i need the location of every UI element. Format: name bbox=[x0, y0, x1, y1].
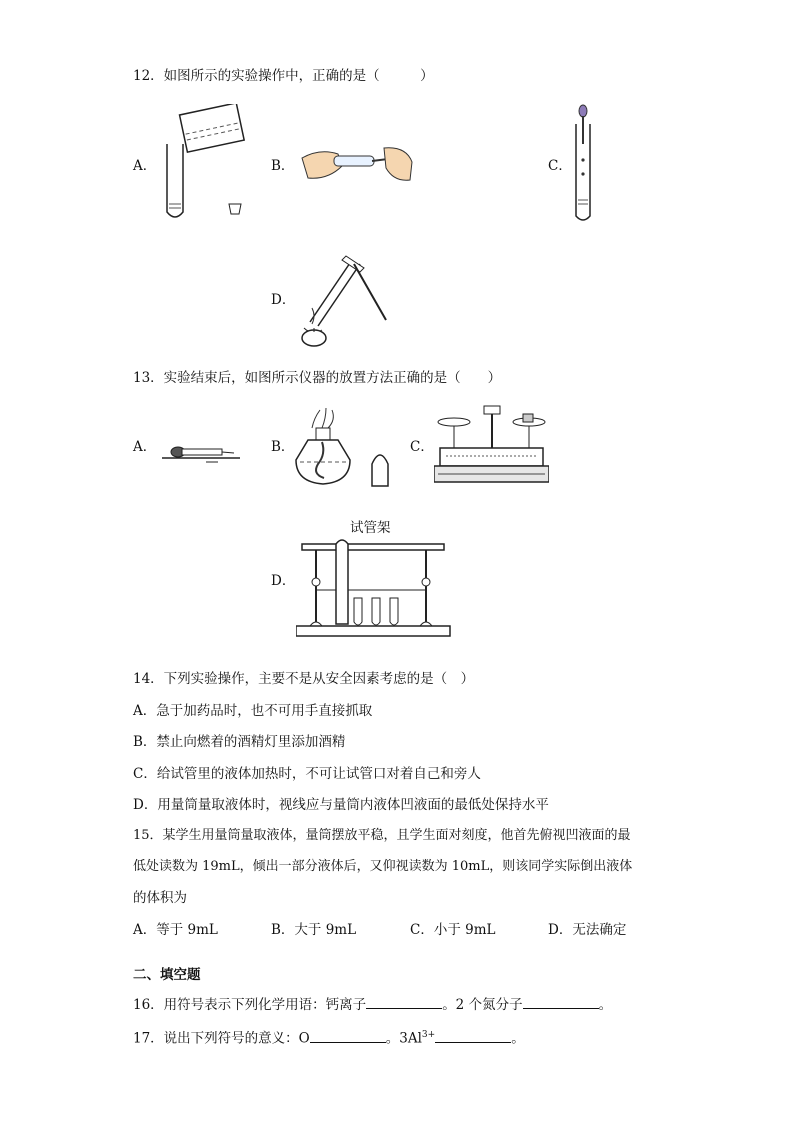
q12-figure-d-heating bbox=[290, 250, 390, 350]
q17-blank-al-meaning[interactable] bbox=[435, 1028, 511, 1043]
q13-option-d-label: D． bbox=[271, 573, 296, 589]
q16-middle: 。2 个氮分子 bbox=[442, 997, 523, 1013]
q13-stem: 13．实验结束后，如图所示仪器的放置方法正确的是（ ） bbox=[133, 370, 502, 386]
q12-option-d-label: D． bbox=[271, 292, 296, 308]
q13-figure-c-balance bbox=[434, 404, 549, 486]
q12-option-a-label: A． bbox=[133, 158, 157, 174]
q14-option-c: C．给试管里的液体加热时，不可让试管口对着自己和旁人 bbox=[133, 766, 481, 782]
q12-option-b-label: B． bbox=[271, 158, 295, 174]
q13-figure-d-test-tube-rack bbox=[296, 538, 451, 642]
q15-option-d: D．无法确定 bbox=[548, 922, 627, 938]
q12-figure-a-pouring bbox=[155, 104, 255, 224]
q15-stem-line-1: 15．某学生用量筒量取液体，量筒摆放平稳，且学生面对刻度，他首先俯视凹液面的最 bbox=[133, 828, 631, 843]
q14-option-a: A．急于加药品时，也不可用手直接抓取 bbox=[133, 703, 373, 719]
q13-rack-caption: 试管架 bbox=[350, 520, 391, 536]
q17-blank-o-meaning[interactable] bbox=[310, 1028, 386, 1043]
q17-end: 。 bbox=[511, 1030, 525, 1047]
q13-option-c-label: C． bbox=[410, 439, 434, 455]
q17-line bbox=[133, 1025, 525, 1049]
q16-blank-calcium-ion[interactable] bbox=[366, 994, 442, 1009]
q13-option-b-label: B． bbox=[271, 439, 295, 455]
section-title-fill-in: 二、填空题 bbox=[133, 967, 201, 983]
q13-figure-b-alcohol-lamp-and-cap bbox=[292, 406, 402, 488]
q12-figure-c-dropper bbox=[570, 104, 600, 226]
q17-prefix: 17．说出下列符号的意义：O bbox=[133, 1030, 310, 1047]
q14-option-d: D．用量筒量取液体时，视线应与量筒内液体凹液面的最低处保持水平 bbox=[133, 797, 549, 813]
q15-stem-line-2: 低处读数为 19mL，倾出一部分液体后，又仰视读数为 10mL，则该同学实际倒出液体 bbox=[133, 859, 633, 874]
q16-prefix: 16．用符号表示下列化学用语：钙离子 bbox=[133, 997, 367, 1013]
q12-figure-b-hands-test-tube bbox=[300, 140, 415, 190]
q15-stem-line-3: 的体积为 bbox=[133, 890, 187, 906]
q13-figure-a-dropper-on-table bbox=[162, 438, 242, 464]
q12-option-c-label: C． bbox=[548, 158, 572, 174]
q13-option-a-label: A． bbox=[133, 439, 157, 455]
q14-stem: 14．下列实验操作，主要不是从安全因素考虑的是（ ） bbox=[133, 671, 475, 687]
q15-option-a: A．等于 9mL bbox=[133, 922, 218, 938]
q17-superscript: 3+ bbox=[421, 1030, 436, 1040]
q12-stem: 12．如图所示的实验操作中，正确的是（ ） bbox=[133, 68, 434, 84]
q16-line bbox=[133, 994, 612, 1015]
q16-blank-nitrogen-molecules[interactable] bbox=[523, 994, 599, 1009]
q14-option-b: B．禁止向燃着的酒精灯里添加酒精 bbox=[133, 734, 346, 750]
q15-option-b: B．大于 9mL bbox=[271, 922, 357, 938]
q17-middle: 。3Al bbox=[385, 1030, 422, 1047]
q16-end: 。 bbox=[598, 997, 613, 1013]
q15-option-c: C．小于 9mL bbox=[410, 922, 496, 938]
